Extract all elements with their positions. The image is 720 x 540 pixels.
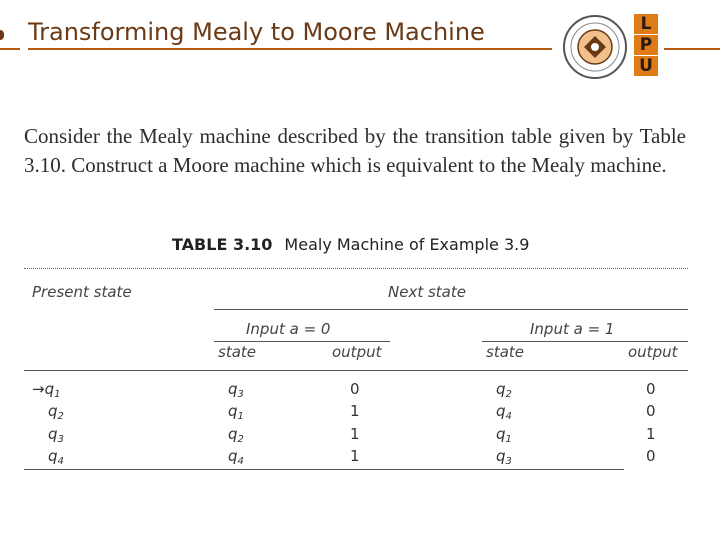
input-a1-header: Input a = 1 <box>530 320 615 338</box>
table-caption <box>172 235 529 254</box>
table-caption-text: Mealy Machine of Example 3.9 <box>284 235 530 254</box>
row4-present-state: $q_4$ <box>48 447 64 467</box>
next-state-rule <box>214 309 688 310</box>
logo-letter-p: P <box>634 35 658 55</box>
output-header-a1: output <box>628 343 678 361</box>
row3-output-a1: 1 <box>646 425 656 443</box>
table-bottom-rule <box>24 469 624 470</box>
title-bullet <box>0 30 4 40</box>
row3-output-a0: 1 <box>350 425 360 443</box>
row2-output-a1: 0 <box>646 402 656 420</box>
row2-present-state: $q_2$ <box>48 402 64 422</box>
table-caption-label: TABLE 3.10 <box>172 235 273 254</box>
state-header-a0: state <box>218 343 256 361</box>
lpu-logo <box>634 14 658 77</box>
input-a0-rule <box>214 341 390 342</box>
university-seal-icon <box>562 14 628 80</box>
slide-title: Transforming Mealy to Moore Machine <box>28 18 485 46</box>
row4-output-a0: 1 <box>350 447 360 465</box>
row3-next-state-a0: $q_2$ <box>228 425 244 445</box>
row1-present-state: $\to q_1$ <box>32 380 61 400</box>
row2-next-state-a1: $q_4$ <box>496 402 512 422</box>
col-next-state: Next state <box>388 283 466 301</box>
row2-next-state-a0: $q_1$ <box>228 402 244 422</box>
row1-output-a0: 0 <box>350 380 360 398</box>
problem-statement: Consider the Mealy machine described by the transition table given by Table 3.10. Construct a Moore machine which is equivalent to the Mealy machine. <box>24 124 686 177</box>
row4-next-state-a0: $q_4$ <box>228 447 244 467</box>
input-a0-header: Input a = 0 <box>246 320 331 338</box>
output-header-a0: output <box>332 343 382 361</box>
title-underline-left <box>0 48 20 50</box>
row1-output-a1: 0 <box>646 380 656 398</box>
row1-next-state-a0: $q_3$ <box>228 380 244 400</box>
logo-letter-u: U <box>634 56 658 76</box>
input-a1-rule <box>482 341 688 342</box>
col-present-state: Present state <box>32 283 132 301</box>
title-underline-right <box>664 48 720 50</box>
row4-next-state-a1: $q_3$ <box>496 447 512 467</box>
title-underline <box>28 48 552 50</box>
row3-next-state-a1: $q_1$ <box>496 425 512 445</box>
row3-present-state: $q_3$ <box>48 425 64 445</box>
row2-output-a0: 1 <box>350 402 360 420</box>
table-top-rule <box>24 268 688 269</box>
logo-letter-l: L <box>634 14 658 34</box>
state-header-a1: state <box>486 343 524 361</box>
row1-next-state-a1: $q_2$ <box>496 380 512 400</box>
row4-output-a1: 0 <box>646 447 656 465</box>
header-bottom-rule <box>24 370 688 371</box>
